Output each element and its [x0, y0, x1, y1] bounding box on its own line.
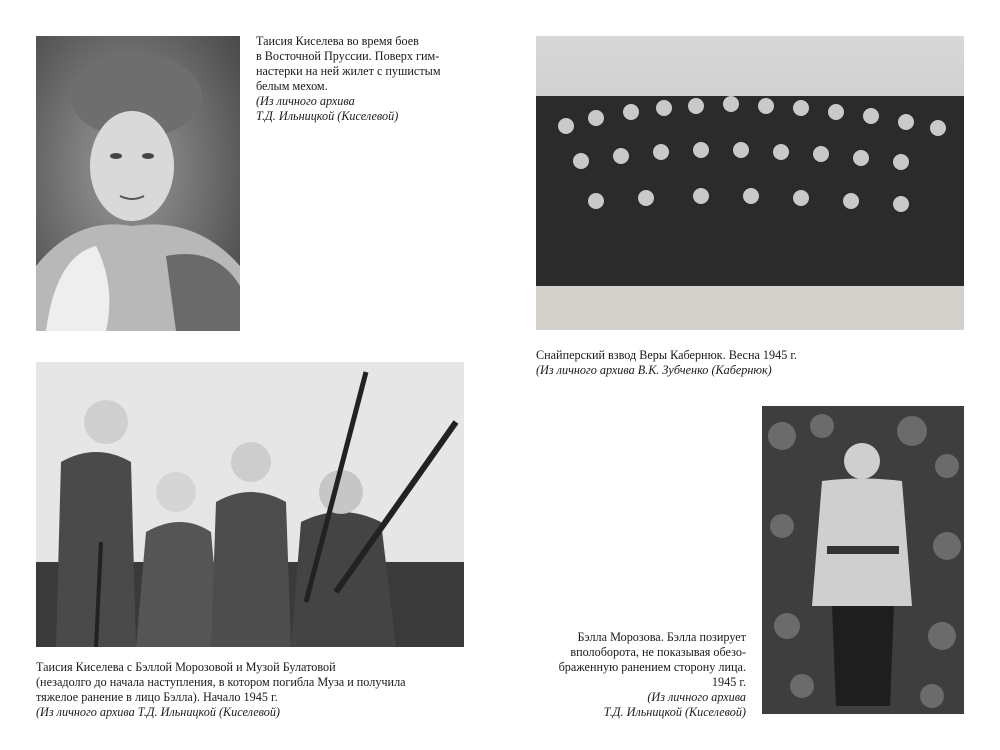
caption-bottom-left	[36, 660, 406, 720]
caption-source-line: Т.Д. Ильницкой (Киселевой)	[603, 705, 746, 719]
photo-four-snipers	[36, 362, 464, 647]
photo-portrait-kiseleva	[36, 36, 240, 331]
photo-bella-morozova	[762, 406, 964, 714]
caption-line: браженную ранением сторону лица.	[558, 660, 746, 674]
caption-line: Таисия Киселева с Бэллой Морозовой и Музой Булатовой	[36, 660, 336, 674]
photo-sniper-platoon	[536, 36, 964, 330]
caption-line: в Восточной Пруссии. Поверх гим-	[256, 49, 440, 63]
caption-source-line: (Из личного архива В.К. Зубченко (Кабернюк)	[536, 363, 772, 377]
caption-line: тяжелое ранение в лицо Бэлла). Начало 1945 г.	[36, 690, 278, 704]
photo-portrait-image	[36, 36, 240, 331]
caption-source-line: (Из личного архива	[647, 690, 746, 704]
caption-line: настерки на ней жилет с пушистым	[256, 64, 441, 78]
caption-source-line: (Из личного архива Т.Д. Ильницкой (Киселевой)	[36, 705, 280, 719]
caption-top-left	[256, 34, 441, 124]
caption-line: (незадолго до начала наступления, в котором погибла Муза и получила	[36, 675, 406, 689]
caption-top-right	[536, 348, 797, 378]
caption-source-line: (Из личного архива	[256, 94, 355, 108]
caption-bottom-right	[544, 630, 746, 720]
caption-source-line: Т.Д. Ильницкой (Киселевой)	[256, 109, 399, 123]
caption-line: белым мехом.	[256, 79, 328, 93]
caption-line: вполоборота, не показывая обезо-	[570, 645, 746, 659]
caption-line: Бэлла Морозова. Бэлла позирует	[577, 630, 746, 644]
photo-four-snipers-image	[36, 362, 464, 647]
photo-group-image	[536, 36, 964, 330]
caption-line: Снайперский взвод Веры Кабернюк. Весна 1945 г.	[536, 348, 798, 362]
caption-line: 1945 г.	[711, 675, 746, 689]
photo-bella-image	[762, 406, 964, 714]
caption-line: Таисия Киселева во время боев	[256, 34, 419, 48]
